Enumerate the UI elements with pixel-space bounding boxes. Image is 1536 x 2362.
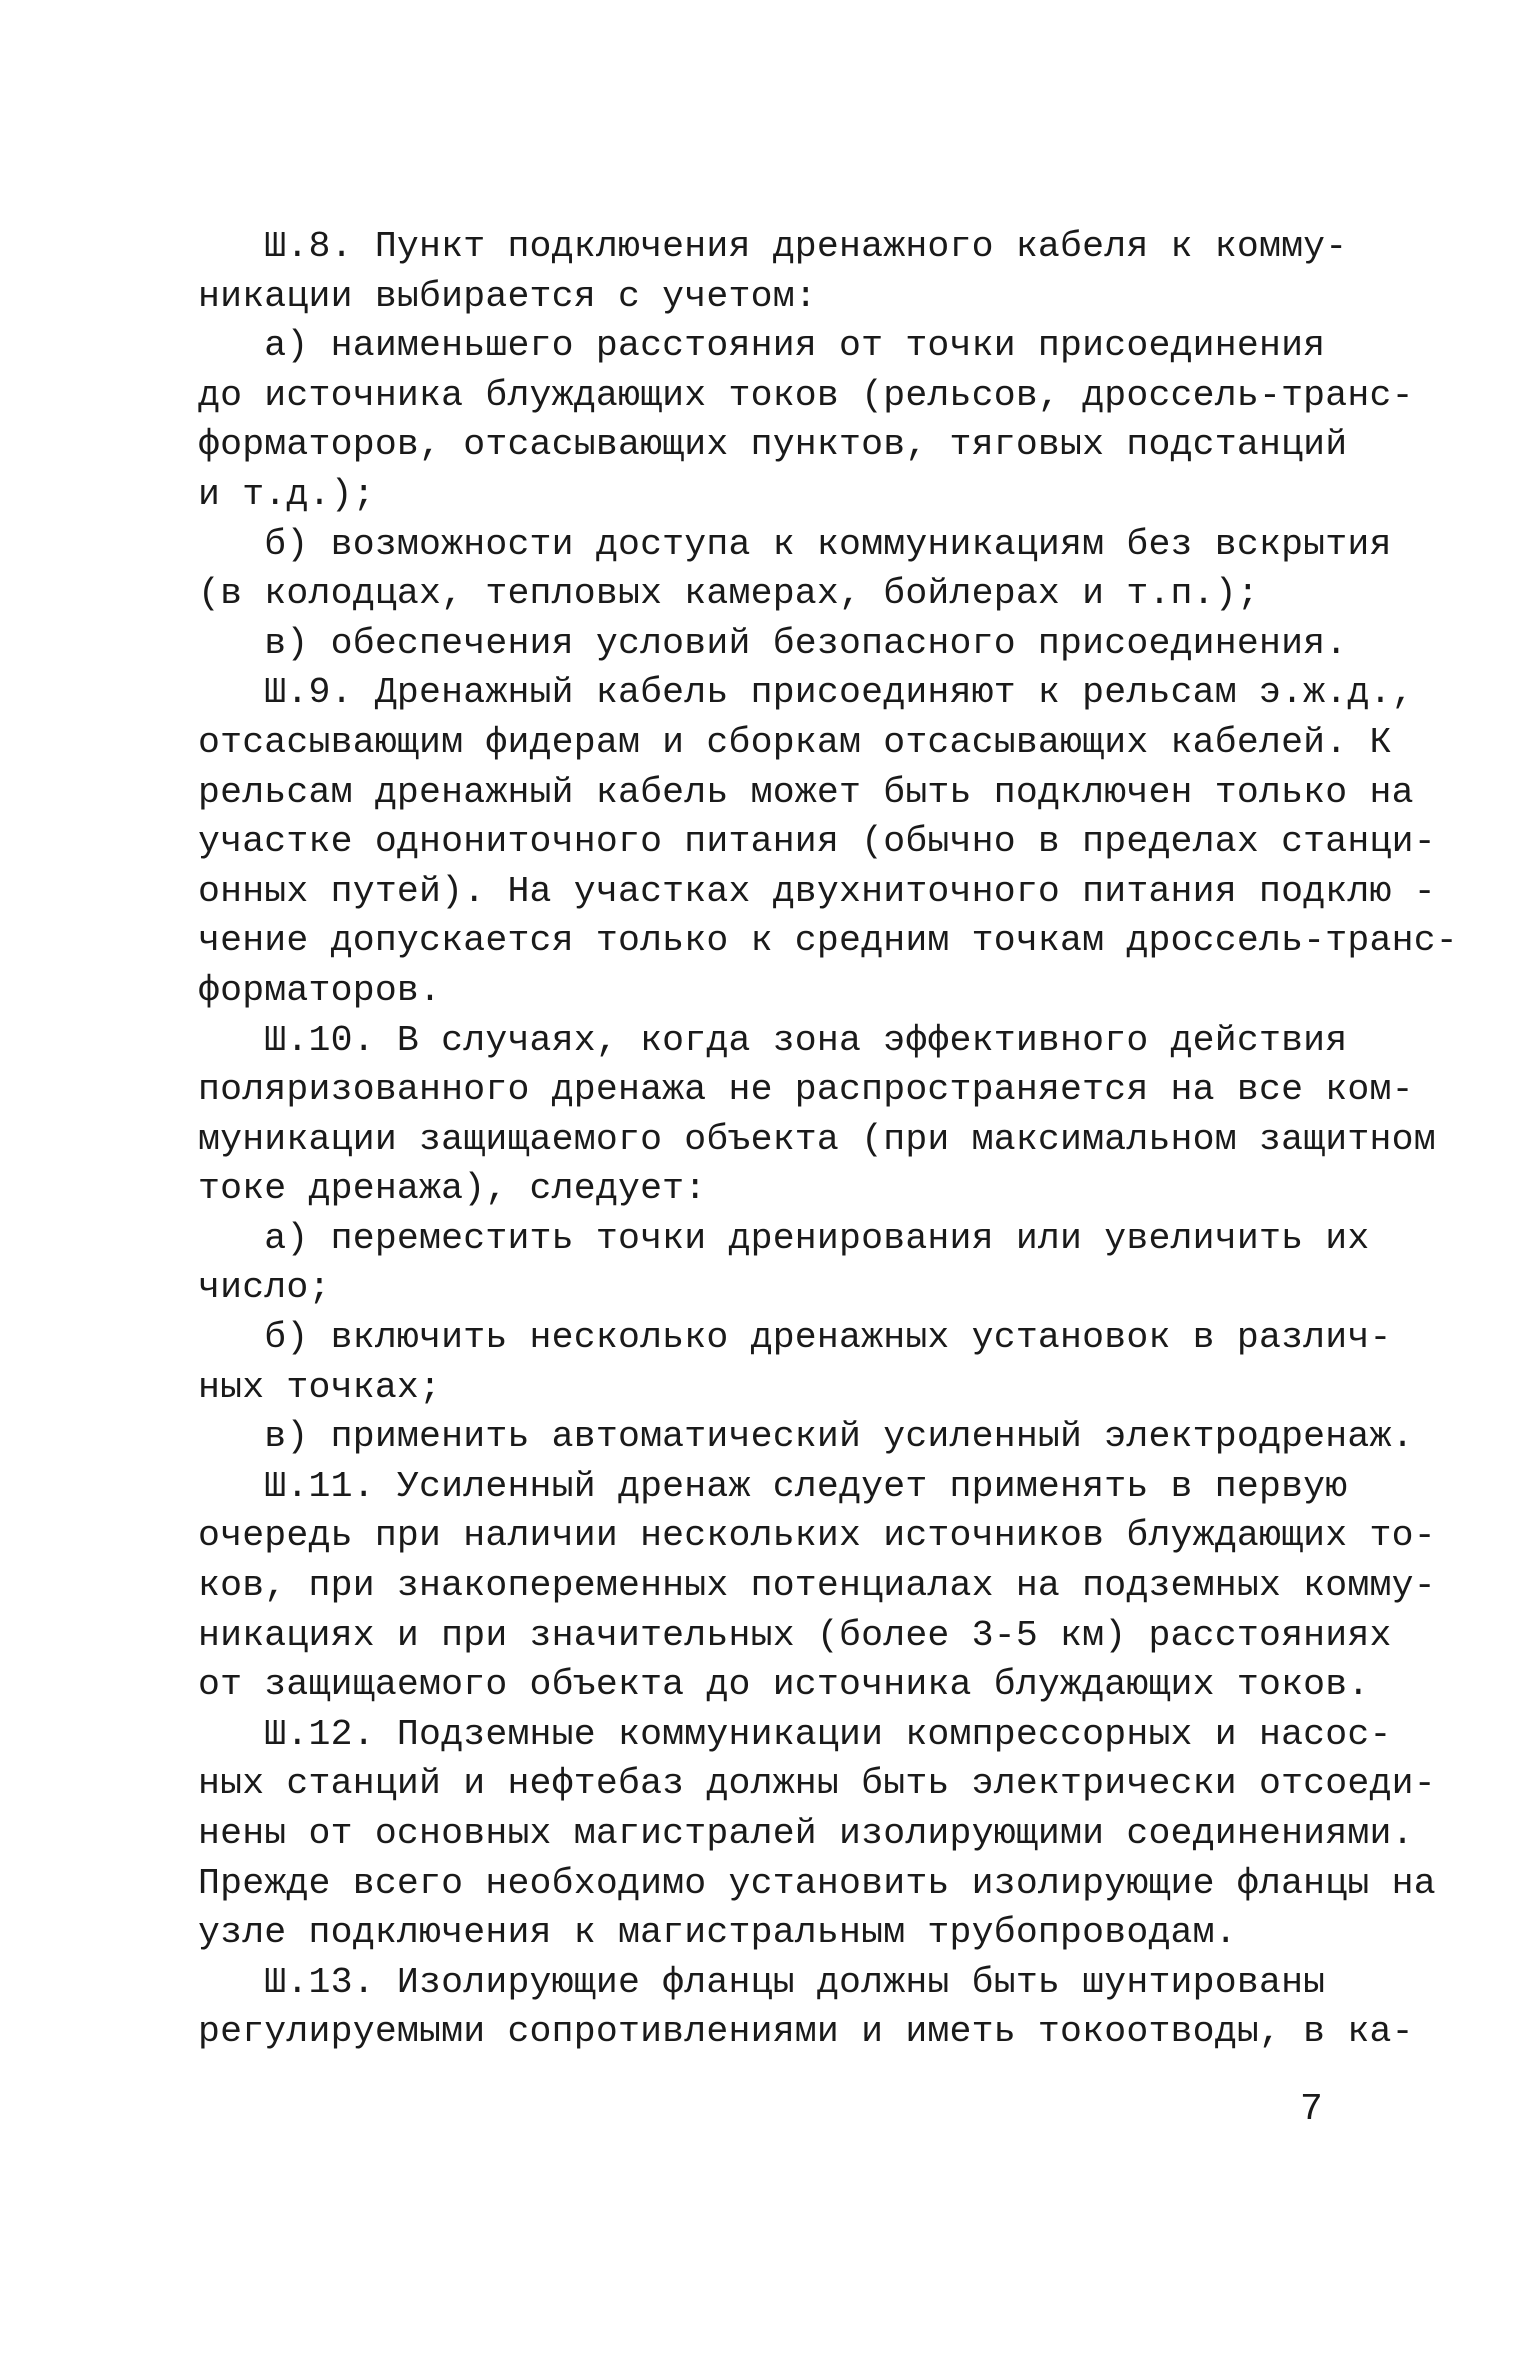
text-line: очередь при наличии нескольких источников блуждающих то- xyxy=(198,1515,1436,1557)
text-line: форматоров. xyxy=(198,969,442,1011)
text-line: а) наименьшего расстояния от точки присоединения xyxy=(198,325,1326,367)
text-line: ных точках; xyxy=(198,1366,442,1408)
text-line: Ш.10. В случаях, когда зона эффективного действия xyxy=(198,1019,1348,1061)
text-line: от защищаемого объекта до источника блуждающих токов. xyxy=(198,1664,1370,1706)
page-number: 7 xyxy=(1300,2088,1323,2131)
text-line: ных станций и нефтебаз должны быть электрически отсоеди- xyxy=(198,1763,1436,1805)
document-body xyxy=(198,222,1458,2057)
text-line: до источника блуждающих токов (рельсов, дроссель-транс- xyxy=(198,374,1414,416)
text-line: нены от основных магистралей изолирующими соединениями. xyxy=(198,1813,1414,1854)
text-line: Ш.12. Подземные коммуникации компрессорных и насос- xyxy=(198,1713,1392,1755)
text-line: б) возможности доступа к коммуникациям без вскрытия xyxy=(198,523,1392,565)
text-line: и т.д.); xyxy=(198,473,375,515)
text-line: токе дренажа), следует: xyxy=(198,1168,707,1210)
text-line: никациях и при значительных (более 3-5 км) расстояниях xyxy=(198,1614,1392,1656)
text-line: чение допускается только к средним точкам дроссель-транс- xyxy=(198,920,1458,962)
text-line: ков, при знакопеременных потенциалах на подземных комму- xyxy=(198,1565,1436,1607)
text-line: в) применить автоматический усиленный электродренаж. xyxy=(198,1416,1414,1458)
text-line: онных путей). На участках двухниточного питания подклю - xyxy=(198,870,1436,912)
text-line: рельсам дренажный кабель может быть подключен только на xyxy=(198,771,1414,813)
text-line: узле подключения к магистральным трубопроводам. xyxy=(198,1912,1237,1954)
text-line: муникации защищаемого объекта (при максимальном защитном xyxy=(198,1118,1436,1160)
text-line: а) переместить точки дренирования или увеличить их xyxy=(198,1217,1370,1259)
text-line: в) обеспечения условий безопасного присоединения. xyxy=(198,622,1348,664)
text-line: Ш.9. Дренажный кабель присоединяют к рельсам э.ж.д., xyxy=(198,672,1414,714)
text-line: участке однониточного питания (обычно в пределах станци- xyxy=(198,821,1436,863)
text-line: (в колодцах, тепловых камерах, бойлерах и т.п.); xyxy=(198,573,1259,615)
text-line: Ш.11. Усиленный дренаж следует применять в первую xyxy=(198,1465,1348,1507)
text-line: отсасывающим фидерам и сборкам отсасывающих кабелей. К xyxy=(198,721,1392,763)
text-line: б) включить несколько дренажных установок в различ- xyxy=(198,1317,1392,1359)
text-line: число; xyxy=(198,1267,331,1309)
text-line: Прежде всего необходимо установить изолирующие фланцы на xyxy=(198,1862,1436,1904)
text-line: форматоров, отсасывающих пунктов, тяговых подстанций xyxy=(198,424,1348,466)
text-line: Ш.13. Изолирующие фланцы должны быть шунтированы xyxy=(198,1961,1326,2003)
text-line: Ш.8. Пункт подключения дренажного кабеля к комму- xyxy=(198,226,1348,267)
text-line: регулируемыми сопротивлениями и иметь токоотводы, в ка- xyxy=(198,2011,1414,2053)
text-line: никации выбирается с учетом: xyxy=(198,275,817,317)
text-line: поляризованного дренажа не распространяется на все ком- xyxy=(198,1069,1414,1111)
